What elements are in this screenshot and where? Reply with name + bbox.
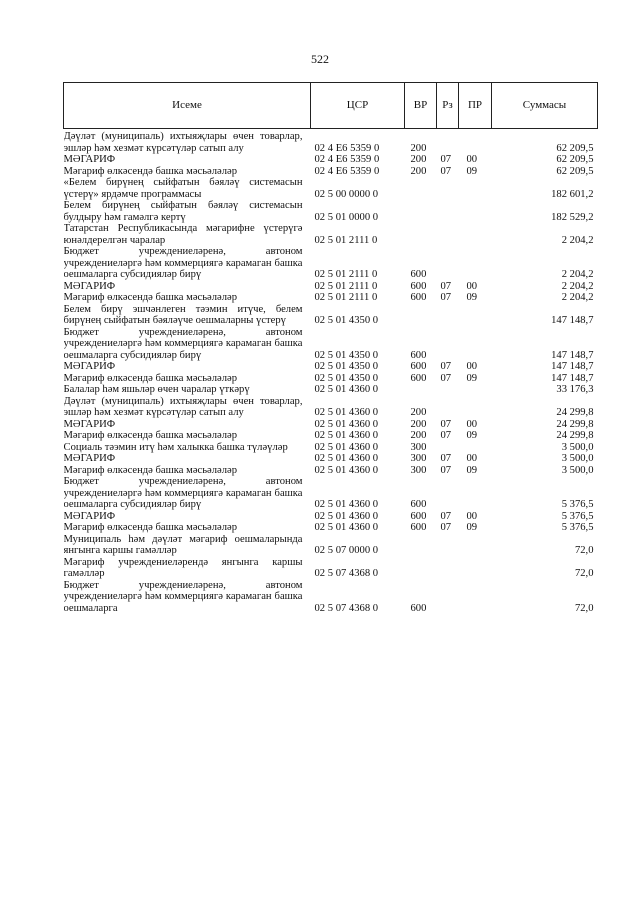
row-sum: 2 204,2: [561, 269, 594, 280]
row-name: Татарстан Республикасында мәгарифне үстерүгә юнәлдерелгән чаралар: [63, 223, 303, 246]
row-name: МӘГАРИФ: [63, 510, 116, 522]
table-row: [64, 154, 598, 166]
row-name: Белем бирү эшчәнлеген тәэмин итүче, белем бирүнең сыйфатын бәяләүче оешмаларны үстерү: [63, 303, 303, 326]
row-csr: 02 5 01 2111 0: [314, 269, 378, 280]
row-pr: 09: [466, 464, 478, 476]
row-pr: [459, 200, 492, 223]
header-pr: ПР: [459, 83, 492, 129]
row-rz: [437, 396, 459, 419]
row-csr: 02 5 07 0000 0: [314, 545, 379, 556]
row-csr: 02 5 01 4350 0: [314, 315, 379, 326]
row-vr: 600: [410, 349, 427, 361]
row-vr: 600: [410, 522, 427, 533]
row-csr: 02 5 07 4368 0: [314, 602, 379, 614]
row-rz: 07: [440, 510, 452, 522]
table-row: [64, 522, 598, 534]
row-rz: 07: [440, 165, 452, 177]
row-rz: 07: [440, 430, 452, 441]
row-name: Социаль тәэмин итү һәм халыкка башка түләүләр: [63, 441, 288, 453]
table-row: [64, 131, 598, 154]
row-vr: 200: [410, 418, 427, 430]
row-csr: 02 5 01 4350 0: [314, 361, 379, 372]
row-vr: 200: [410, 430, 427, 441]
row-csr: 02 5 01 4360 0: [314, 407, 379, 418]
row-sum: 62 209,5: [556, 165, 594, 177]
row-csr: 02 4 Е6 5359 0: [314, 165, 380, 177]
row-sum: 62 209,5: [556, 154, 594, 165]
row-name: Мәгариф өлкәсендә башка мәсьәләләр: [63, 522, 238, 533]
row-rz: 07: [440, 464, 452, 476]
row-sum: 5 376,5: [561, 510, 594, 522]
row-sum: 182 529,2: [551, 211, 594, 223]
row-pr: 00: [466, 280, 478, 292]
row-name: МӘГАРИФ: [63, 154, 116, 165]
page-number: 522: [311, 52, 329, 66]
table-row: [64, 557, 598, 580]
row-vr: 300: [410, 464, 427, 476]
row-name: Мәгариф өлкәсендә башка мәсьәләләр: [63, 165, 238, 177]
row-rz: 07: [440, 280, 452, 292]
row-vr: 200: [410, 165, 427, 177]
row-pr: 09: [466, 165, 478, 177]
table-row: [64, 465, 598, 477]
row-pr: 09: [466, 522, 478, 533]
header-sum: Суммасы: [492, 83, 598, 129]
row-pr: 00: [466, 418, 478, 430]
table-row: [64, 430, 598, 442]
table-row: [64, 476, 598, 511]
row-csr: 02 5 01 4360 0: [314, 510, 379, 522]
row-sum: 24 299,8: [556, 418, 594, 430]
row-csr: 02 5 01 2111 0: [314, 280, 378, 292]
row-name: МӘГАРИФ: [63, 418, 116, 430]
row-name: МӘГАРИФ: [63, 361, 116, 372]
row-pr: [459, 246, 492, 281]
row-sum: 72,0: [574, 602, 594, 614]
row-name: Мәгариф өлкәсендә башка мәсьәләләр: [63, 372, 238, 384]
row-sum: 147 148,7: [551, 372, 594, 384]
table-row: [64, 292, 598, 304]
row-sum: 5 376,5: [561, 499, 594, 510]
row-vr: [405, 200, 437, 223]
row-name: МӘГАРИФ: [63, 453, 116, 464]
row-name: Мәгариф учреждениеләрендә янгынга каршы гамәлләр: [63, 556, 303, 579]
table-row: [64, 384, 598, 396]
budget-table: [63, 82, 598, 614]
row-rz: [437, 223, 459, 246]
row-name: Дәүләт (муниципаль) ихтыяҗлары өчен товарлар, эшләр һәм хезмәт күрсәтүләр сатып алу: [63, 395, 303, 418]
row-sum: 147 148,7: [551, 361, 594, 372]
row-sum: 2 204,2: [561, 292, 594, 303]
table-row: [64, 419, 598, 431]
row-vr: 600: [410, 499, 427, 510]
row-rz: 07: [440, 453, 452, 464]
header-name: Исеме: [64, 83, 311, 129]
row-rz: 07: [440, 372, 452, 384]
row-vr: 300: [410, 453, 427, 464]
row-vr: [405, 557, 437, 580]
table-row: [64, 580, 598, 615]
row-sum: 147 148,7: [551, 349, 594, 361]
row-csr: 02 5 01 4360 0: [314, 464, 379, 476]
row-csr: 02 5 01 4360 0: [314, 441, 379, 453]
row-name: Бюджет учреждениеләренә, автоном учреждениеләргә һәм коммерциягә карамаган башка оешмаларга субсидияләр бирү: [63, 326, 303, 361]
row-sum: 147 148,7: [551, 315, 594, 326]
table-row: [64, 534, 598, 557]
row-rz: [437, 384, 459, 396]
row-rz: [437, 131, 459, 154]
row-vr: [405, 384, 437, 396]
row-pr: 00: [466, 361, 478, 372]
row-sum: 24 299,8: [556, 430, 594, 441]
row-csr: 02 5 01 2111 0: [314, 292, 378, 303]
row-vr: 600: [410, 510, 427, 522]
table-header-row: [64, 83, 598, 129]
row-sum: 3 500,0: [561, 464, 594, 476]
row-vr: 600: [410, 292, 427, 303]
row-rz: 07: [440, 418, 452, 430]
row-pr: [459, 442, 492, 454]
row-pr: 09: [466, 430, 478, 441]
row-name: Бюджет учреждениеләренә, автоном учреждениеләргә һәм коммерциягә карамаган башка оешмаларга субсидияләр бирү: [63, 246, 303, 280]
row-name: Мәгариф өлкәсендә башка мәсьәләләр: [63, 464, 238, 476]
row-name: Балалар һәм яшьләр өчен чаралар үткәрү: [63, 384, 250, 395]
row-pr: 00: [466, 453, 478, 464]
row-sum: 24 299,8: [556, 407, 594, 418]
row-sum: 5 376,5: [561, 522, 594, 533]
row-rz: [437, 476, 459, 511]
row-sum: 62 209,5: [556, 142, 594, 154]
row-sum: 3 500,0: [561, 453, 594, 464]
row-csr: 02 5 01 4360 0: [314, 522, 379, 533]
table-row: [64, 246, 598, 281]
row-pr: [459, 327, 492, 362]
row-pr: [459, 177, 492, 200]
row-sum: 2 204,2: [561, 280, 594, 292]
row-pr: 09: [466, 292, 478, 303]
table-row: [64, 223, 598, 246]
row-vr: 300: [410, 441, 427, 453]
row-vr: 600: [410, 361, 427, 372]
row-pr: [459, 557, 492, 580]
row-vr: [405, 223, 437, 246]
row-csr: 02 5 07 4368 0: [314, 568, 379, 579]
table-row: [64, 327, 598, 362]
row-vr: 200: [410, 407, 427, 418]
row-vr: [405, 177, 437, 200]
row-sum: 2 204,2: [561, 234, 594, 246]
row-csr: 02 5 01 4360 0: [314, 384, 379, 395]
row-name: Белем бирүнең сыйфатын бәяләү системасын булдыру һәм гамәлгә кертү: [63, 200, 303, 223]
row-csr: 02 5 00 0000 0: [314, 188, 379, 200]
row-rz: [437, 327, 459, 362]
row-pr: [459, 384, 492, 396]
row-name: МӘГАРИФ: [63, 280, 116, 292]
table-row: [64, 177, 598, 200]
row-name: «Белем бирүнең сыйфатын бәяләү системасын үстерү» ярдәмче программасы: [63, 177, 303, 200]
row-sum: 3 500,0: [561, 441, 594, 453]
row-sum: 72,0: [574, 568, 594, 579]
table-row: [64, 511, 598, 523]
table-row: [64, 396, 598, 419]
row-rz: 07: [440, 154, 452, 165]
table-row: [64, 442, 598, 454]
row-csr: 02 5 01 4350 0: [314, 372, 379, 384]
row-pr: 00: [466, 510, 478, 522]
row-rz: [437, 580, 459, 615]
row-rz: 07: [440, 522, 452, 533]
row-rz: [437, 246, 459, 281]
table-body: [64, 129, 598, 615]
row-name: Мәгариф өлкәсендә башка мәсьәләләр: [63, 430, 238, 441]
row-csr: 02 5 01 4360 0: [314, 430, 379, 441]
table-row: [64, 373, 598, 385]
row-name: Дәүләт (муниципаль) ихтыяҗлары өчен товарлар, эшләр һәм хезмәт күрсәтүләр сатып алу: [63, 131, 303, 154]
row-rz: [437, 177, 459, 200]
row-sum: 33 176,3: [556, 384, 594, 395]
row-csr: 02 5 01 4350 0: [314, 349, 379, 361]
row-pr: [459, 223, 492, 246]
row-vr: [405, 304, 437, 327]
row-name: Бюджет учреждениеләренә, автоном учреждениеләргә һәм коммерциягә карамаган башка оешмаларга: [63, 579, 303, 614]
table-row: [64, 361, 598, 373]
row-vr: 600: [410, 280, 427, 292]
row-csr: 02 5 01 0000 0: [314, 211, 379, 223]
row-pr: [459, 304, 492, 327]
table-row: [64, 453, 598, 465]
header-rz: Рз: [437, 83, 459, 129]
row-pr: [459, 580, 492, 615]
row-pr: 00: [466, 154, 478, 165]
row-pr: [459, 396, 492, 419]
row-pr: [459, 534, 492, 557]
row-sum: 182 601,2: [551, 188, 594, 200]
row-rz: 07: [440, 292, 452, 303]
table-row: [64, 200, 598, 223]
row-sum: 72,0: [574, 545, 594, 556]
row-csr: 02 5 01 4360 0: [314, 453, 379, 464]
table-row: [64, 304, 598, 327]
row-rz: 07: [440, 361, 452, 372]
row-pr: 09: [466, 372, 478, 384]
row-name: Бюджет учреждениеләренә, автоном учреждениеләргә һәм коммерциягә карамаган башка оешмаларга субсидияләр бирү: [63, 476, 303, 510]
row-vr: 600: [410, 269, 427, 280]
row-csr: 02 4 Е6 5359 0: [314, 154, 380, 165]
row-rz: [437, 200, 459, 223]
row-pr: [459, 476, 492, 511]
table-row: [64, 281, 598, 293]
header-csr: ЦСР: [311, 83, 405, 129]
row-vr: 200: [410, 154, 427, 165]
row-vr: [405, 534, 437, 557]
row-rz: [437, 442, 459, 454]
row-csr: 02 5 01 4360 0: [314, 499, 379, 510]
row-vr: 600: [410, 602, 427, 614]
row-csr: 02 4 Е6 5359 0: [314, 142, 380, 154]
row-vr: 200: [410, 142, 427, 154]
row-name: Мәгариф өлкәсендә башка мәсьәләләр: [63, 292, 238, 303]
row-name: Муниципаль һәм дәүләт мәгариф оешмаларында янгынга каршы гамәлләр: [63, 533, 303, 556]
row-csr: 02 5 01 2111 0: [314, 234, 378, 246]
row-vr: 600: [410, 372, 427, 384]
row-rz: [437, 557, 459, 580]
row-rz: [437, 534, 459, 557]
row-pr: [459, 131, 492, 154]
header-vr: ВР: [405, 83, 437, 129]
table-row: [64, 166, 598, 178]
row-rz: [437, 304, 459, 327]
row-csr: 02 5 01 4360 0: [314, 418, 379, 430]
